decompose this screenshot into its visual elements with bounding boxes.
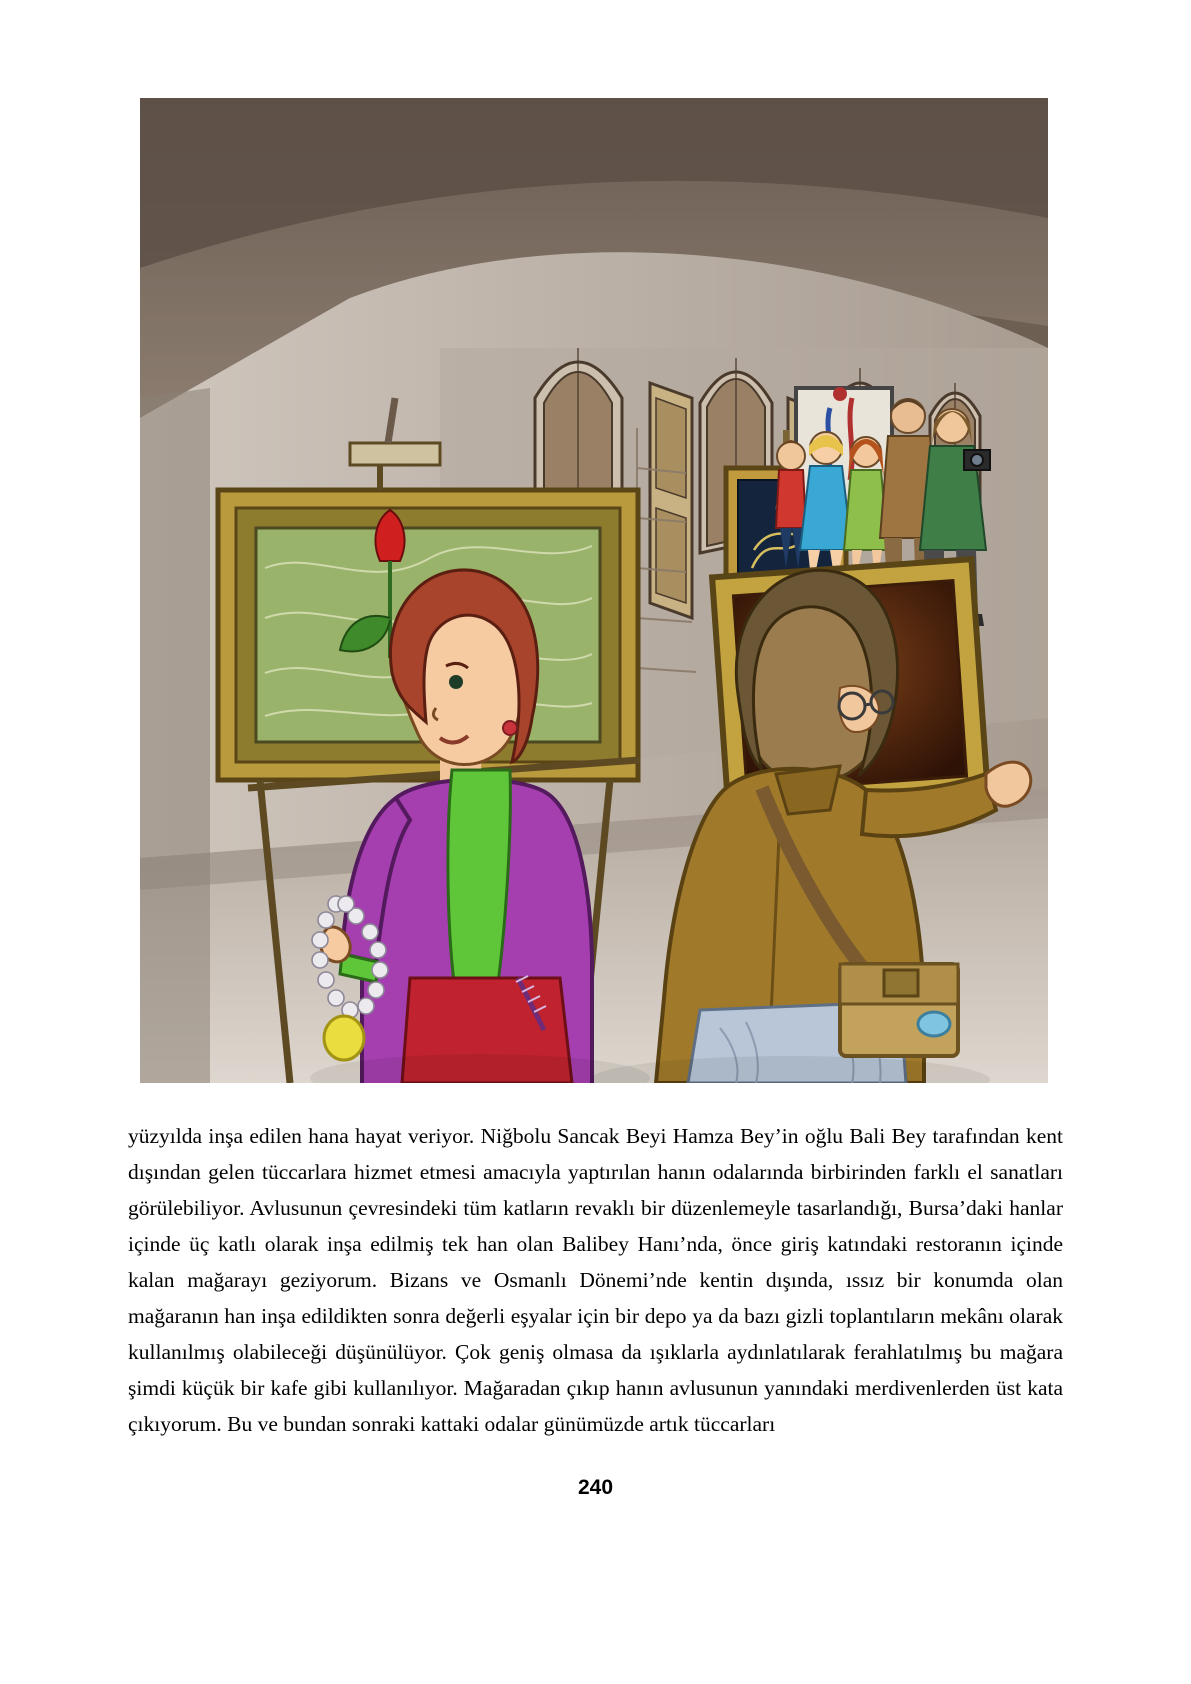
- page-number: 240: [577, 1476, 614, 1499]
- illustration-graphic: [140, 98, 1048, 1083]
- body-paragraph: yüzyılda inşa edilen hana hayat veriyor. Niğbolu Sancak Beyi Hamza Bey’in oğlu Bali Bey tarafından kent dışından gelen tüccarlara hizmet etmesi amacıyla yaptırılan hanın odalarında birbirinden farklı el sanatları görülebiliyor. Avlusunun çevresindeki tüm katların revaklı bir düzenlemeyle tasarlandığı, Bursa’daki hanlar içinde üç katlı olarak inşa edilmiş tek han olan Balibey Hanı’nda, önce giriş katındaki restoranın içinde kalan mağarayı geziyorum. Bizans ve Osmanlı Dönemi’nde kentin dışında, ıssız bir konumda olan mağaranın han inşa edildikten sonra değerli eşyalar için bir depo ya da bazı gizli toplantıların mekânı olarak kullanılmış olabileceği düşünülüyor. Çok geniş olmasa da ışıklarla aydınlatılarak ferahlatılmış bu mağara şimdi küçük bir kafe gibi kullanılıyor. Mağaradan çıkıp hanın avlusunun yanındaki merdivenlerden üst kata çıkıyorum. Bu ve bundan sonraki kattaki odalar günümüzde artık tüccarları: [128, 1124, 1063, 1436]
- body-paragraph-container: [128, 1118, 1063, 1442]
- illustration-figure: [140, 98, 1048, 1083]
